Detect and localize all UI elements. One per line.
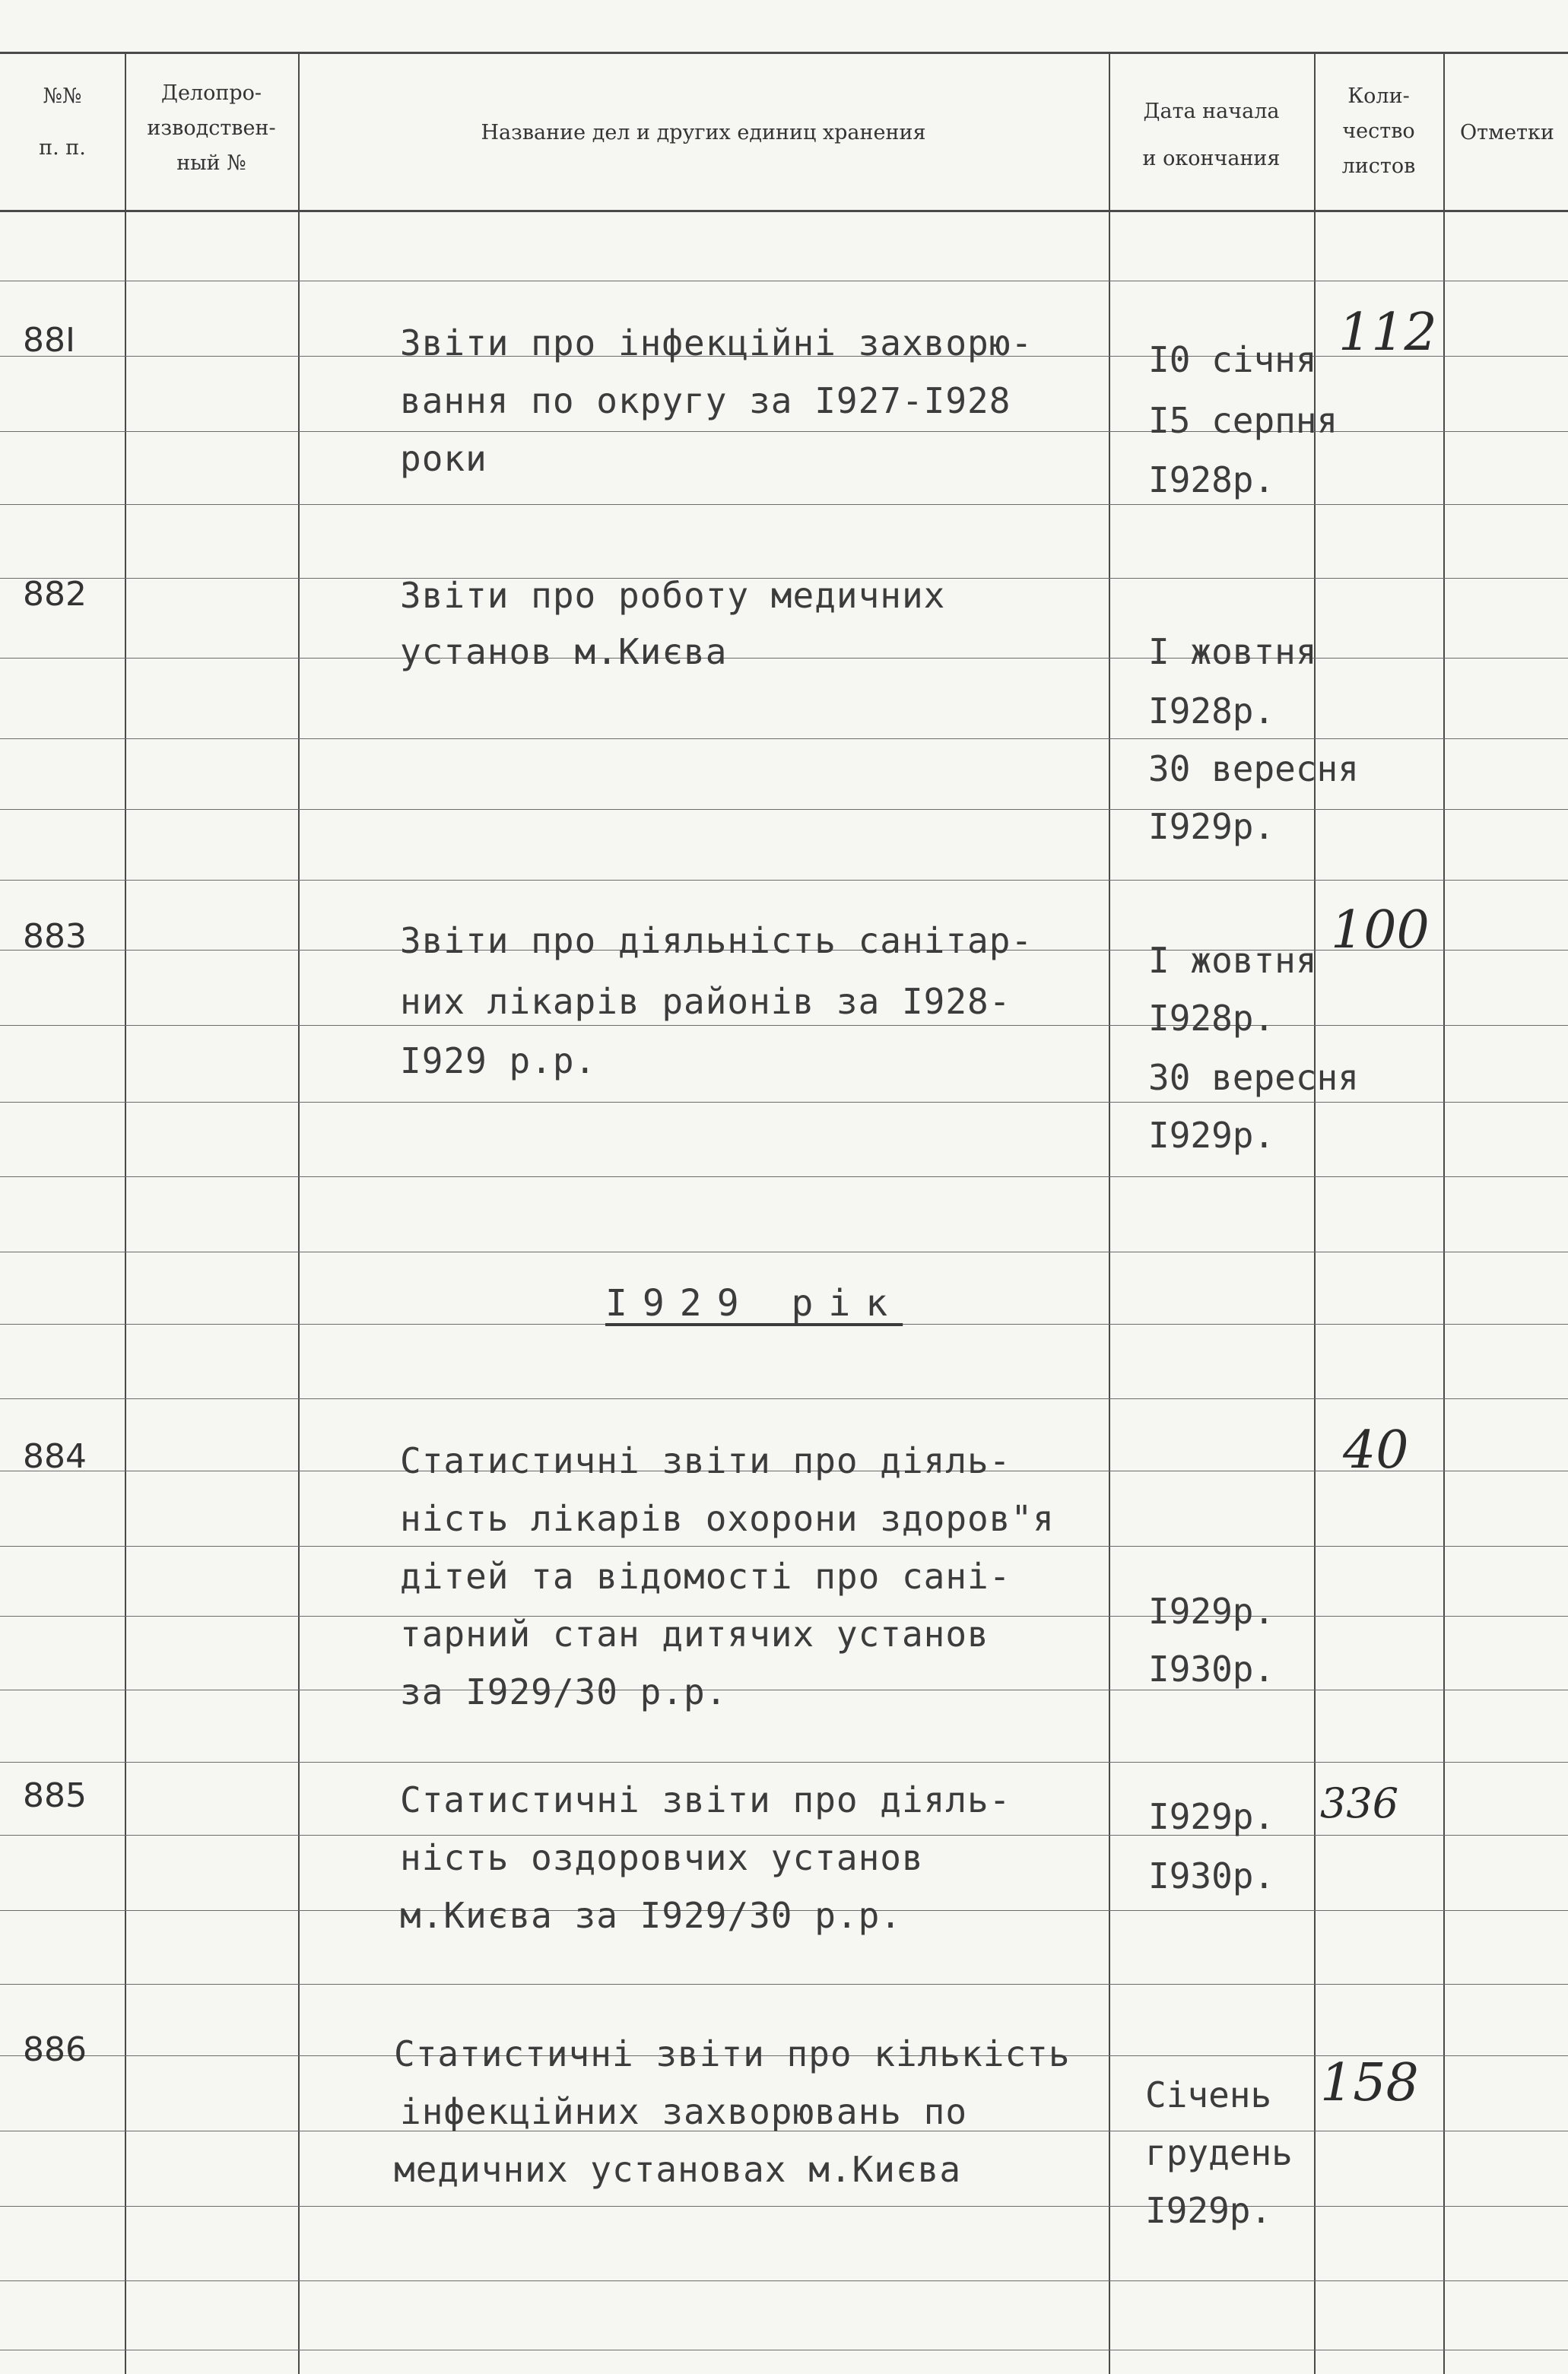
record-title-line: Звіти про діяльність санітар- [400,920,1033,961]
record-title-line: дітей та відомості про сані- [400,1556,1011,1597]
record-title-line: Статистичні звіти про кількість [394,2033,1071,2074]
record-title-line: за I929/30 р.р. [400,1671,728,1712]
ruled-line [0,1835,1568,1836]
ruled-line [0,880,1568,881]
record-date-line: I929р. [1148,1796,1275,1837]
record-date-line: I929р. [1148,1115,1275,1156]
header-bottom-rule [0,210,1568,212]
record-date-line: I0 січня [1148,339,1317,380]
record-title-line: установ м.Києва [400,631,728,672]
record-number: 883 [23,917,87,956]
header-text: Делопро- [161,81,262,105]
header-text: Коли- [1347,84,1410,108]
record-number: 882 [23,575,87,614]
record-date-line: I929р. [1148,1591,1275,1632]
header-text: п. п. [39,136,86,160]
record-title-line: I929 р.р. [400,1040,597,1081]
ruled-line [0,1762,1568,1763]
record-date-line: грудень [1145,2132,1293,2173]
record-title-line: м.Києва за I929/30 р.р. [400,1895,902,1936]
ruled-line [0,1398,1568,1399]
record-title-line: Звіти про роботу медичних [400,575,946,616]
header-top-rule [0,52,1568,54]
record-sheet-count: 40 [1343,1420,1409,1481]
record-title-line: роки [400,438,487,479]
ruled-line [0,1176,1568,1177]
ruled-line [0,2280,1568,2281]
header-office-number-column [125,76,298,181]
record-date-line: 30 вересня [1148,748,1359,789]
header-text: изводствен- [147,116,276,140]
column-rule [125,52,126,2374]
record-number: 886 [23,2030,87,2069]
ruled-line [0,1984,1568,1985]
record-sheet-count: 158 [1320,2053,1419,2113]
column-rule [1109,52,1110,2374]
header-text: чество [1342,119,1415,143]
header-sheets-column [1314,79,1443,184]
record-date-line: I5 серпня [1148,400,1338,441]
ruled-line [0,809,1568,810]
header-text: ный № [176,151,246,175]
record-title-line: тарний стан дитячих установ [400,1614,989,1655]
header-text: Отметки [1460,121,1554,144]
record-sheet-count: 336 [1320,1779,1399,1827]
header-text: Дата начала [1143,100,1280,123]
ruled-line [0,1102,1568,1103]
record-number: 88I [23,321,75,360]
header-text: Название дел и других единиц хранения [481,121,926,144]
record-title-line: інфекційних захворювань по [400,2091,968,2132]
record-date-line: I жовтня [1148,940,1317,981]
record-number: 884 [23,1437,87,1476]
record-date-line: I928р. [1148,459,1275,500]
record-number: 885 [23,1776,87,1815]
record-date-line: I930р. [1148,1649,1275,1690]
record-title-line: ність лікарів охорони здоров"я [400,1498,1055,1539]
record-date-line: 30 вересня [1148,1057,1359,1098]
ruled-line [0,2206,1568,2207]
record-title-line: медичних установах м.Києва [394,2149,962,2190]
section-heading-year: I929 рік [605,1282,903,1325]
record-date-line: I930р. [1148,1855,1275,1896]
header-text: и окончания [1142,147,1281,170]
record-date-line: I жовтня [1148,631,1317,672]
header-number-column [0,79,125,166]
header-dates-column [1109,94,1314,176]
ruled-line [0,658,1568,659]
record-date-line: I928р. [1148,690,1275,732]
record-date-line: I929р. [1145,2190,1272,2231]
ruled-line [0,504,1568,505]
header-notes-column [1460,116,1568,151]
ruled-line [0,1025,1568,1026]
record-date-line: I929р. [1148,806,1275,847]
header-title-column [298,116,1109,151]
record-sheet-count: 100 [1331,900,1430,960]
record-date-line: Січень [1145,2074,1272,2115]
ruled-line [0,1546,1568,1547]
header-text: №№ [43,84,82,108]
record-title-line: Статистичні звіти про діяль- [400,1440,1011,1481]
record-title-line: ність оздоровчих установ [400,1837,924,1878]
ruled-line [0,738,1568,739]
record-title-line: вання по округу за I927-I928 [400,380,1011,421]
record-title-line: Статистичні звіти про діяль- [400,1779,1011,1820]
record-title-line: Звіти про інфекційні захворю- [400,322,1033,363]
header-text: листов [1341,154,1416,178]
column-rule [298,52,300,2374]
record-sheet-count: 112 [1338,303,1437,363]
column-rule [1443,52,1445,2374]
record-date-line: I928р. [1148,998,1275,1039]
record-title-line: них лікарів районів за I928- [400,981,1011,1022]
